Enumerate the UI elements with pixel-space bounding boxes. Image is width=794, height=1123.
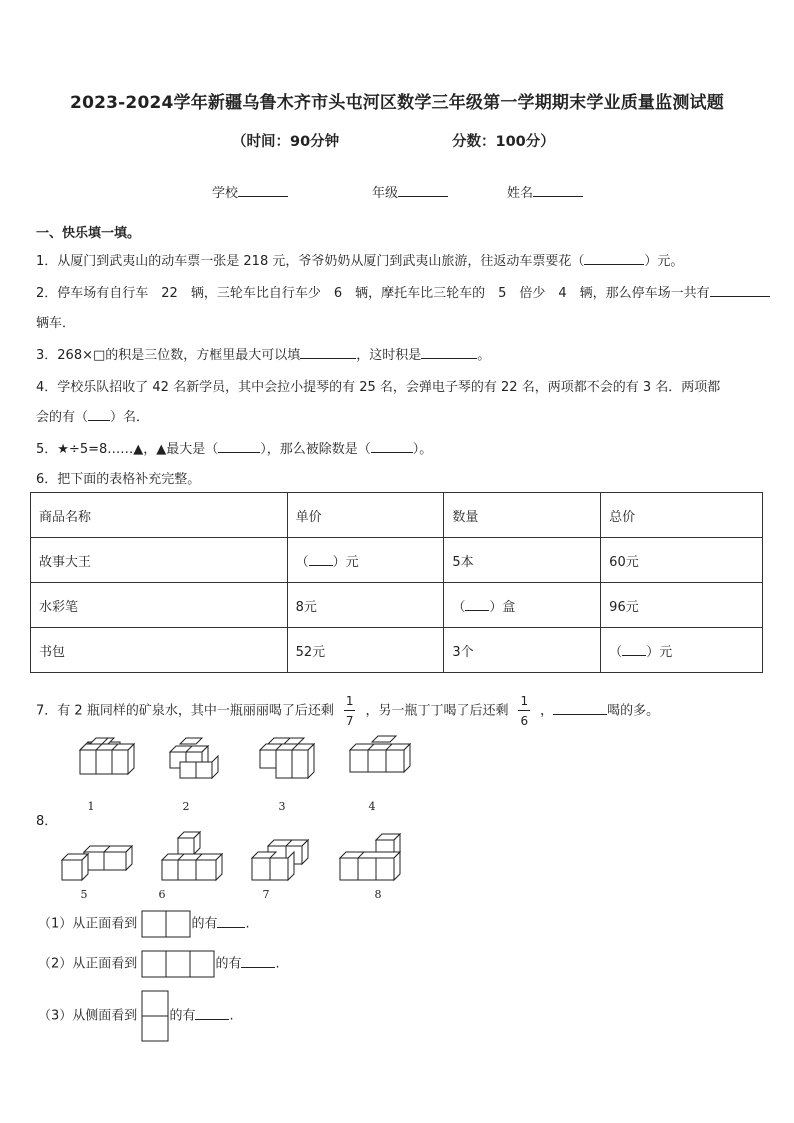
answer-blank[interactable] — [584, 250, 644, 265]
answer-blank[interactable] — [217, 913, 245, 928]
question-text: 从厦门到武夷山的动车票一张是 218 元，爷爷奶奶从厦门到武夷山旅游，往返动车票要花（ — [57, 254, 585, 269]
sub-question-3 — [38, 990, 234, 1042]
question-number: 7． — [36, 703, 58, 719]
exam-score: 分数：100分） — [452, 134, 555, 150]
question-number: 1． — [36, 254, 58, 269]
table-cell: 52元 — [287, 628, 444, 673]
answer-blank[interactable] — [195, 1005, 229, 1020]
question-text: 会的有（ — [36, 410, 89, 425]
sub-question-1 — [38, 910, 250, 938]
sub-question-2 — [38, 950, 280, 978]
table-header-cell: 单价 — [287, 493, 444, 538]
cube-figure-1 — [70, 734, 140, 784]
fraction-numerator: 1 — [518, 694, 530, 711]
answer-blank[interactable] — [622, 641, 646, 656]
table-cell — [287, 538, 444, 583]
table-cell: 96元 — [601, 583, 763, 628]
table-header-cell: 商品名称 — [31, 493, 288, 538]
name-field — [507, 182, 583, 201]
table-cell — [601, 628, 763, 673]
question-number: 3． — [36, 348, 58, 363]
table-header-cell: 数量 — [444, 493, 601, 538]
unit-text: ）盒 — [489, 599, 516, 615]
school-label: 学校 — [212, 186, 239, 201]
front-view-two-squares-icon — [141, 910, 191, 938]
question-text: 的有 — [169, 1008, 196, 1024]
sub-question-number: （3） — [38, 1008, 73, 1024]
question-5 — [36, 438, 432, 457]
unit-text: ）元 — [332, 554, 359, 570]
question-number: 6． — [36, 472, 58, 487]
answer-blank[interactable] — [553, 700, 607, 715]
fraction-denominator: 6 — [520, 714, 529, 728]
table-cell — [444, 583, 601, 628]
goods-table — [30, 492, 763, 673]
cube-figure-3 — [254, 734, 318, 784]
answer-blank-dividend[interactable] — [371, 438, 413, 453]
answer-blank[interactable] — [309, 551, 333, 566]
question-text-end: ）。 — [412, 442, 433, 457]
figure-label: 4 — [368, 800, 376, 813]
fraction-denominator: 7 — [345, 714, 354, 728]
question-text: 268×□的积是三位数，方框里最大可以填 — [57, 348, 301, 363]
cube-figure-6 — [156, 828, 226, 886]
answer-blank[interactable] — [465, 596, 489, 611]
figure-label: 3 — [278, 800, 286, 813]
table-cell: 故事大王 — [31, 538, 288, 583]
question-1 — [36, 250, 683, 269]
unit-text: ）元 — [646, 644, 673, 660]
question-text-end: . — [229, 1008, 234, 1024]
school-field — [212, 182, 288, 201]
answer-blank[interactable] — [710, 282, 770, 297]
sub-question-number: （2） — [38, 956, 73, 972]
table-cell: 5本 — [444, 538, 601, 583]
paren-open: （ — [452, 599, 466, 615]
question-text: 把下面的表格补充完整。 — [57, 472, 201, 487]
question-text-end: ）名． — [110, 410, 150, 425]
cube-figure-4 — [342, 734, 416, 784]
question-text: 有 2 瓶同样的矿泉水，其中一瓶丽丽喝了后还剩 — [57, 703, 334, 719]
question-text: 从正面看到 — [72, 916, 138, 932]
table-cell: 3个 — [444, 628, 601, 673]
question-text: 的有 — [215, 956, 242, 972]
name-blank[interactable] — [533, 182, 583, 197]
cube-figure-8 — [336, 832, 410, 886]
question-text-end: 。 — [477, 348, 491, 363]
question-text-end: . — [245, 916, 250, 932]
table-row — [31, 538, 763, 583]
grade-label: 年级 — [372, 186, 399, 201]
section-heading: 一、快乐填一填。 — [36, 226, 141, 241]
question-number: 5． — [36, 442, 58, 457]
table-header-cell: 总价 — [601, 493, 763, 538]
figure-label: 8 — [374, 888, 382, 901]
figure-label: 7 — [262, 888, 270, 901]
grade-field — [372, 182, 448, 201]
page-title: 2023-2024学年新疆乌鲁木齐市头屯河区数学三年级第一学期期末学业质量监测试题 — [70, 93, 724, 113]
question-text: 从正面看到 — [72, 956, 138, 972]
question-2 — [36, 282, 770, 301]
table-row — [31, 628, 763, 673]
answer-blank-digit[interactable] — [300, 344, 356, 359]
question-6 — [36, 468, 200, 487]
paren-open: （ — [609, 644, 623, 660]
question-text: ，另一瓶丁丁喝了后还剩 — [365, 703, 509, 719]
name-label: 姓名 — [507, 186, 534, 201]
cube-figure-2 — [164, 734, 224, 784]
answer-blank-product[interactable] — [421, 344, 477, 359]
figure-label: 5 — [80, 888, 88, 901]
question-text-end: ）元。 — [644, 254, 684, 269]
cube-figure-5 — [58, 842, 138, 886]
table-row — [31, 583, 763, 628]
table-cell: 水彩笔 — [31, 583, 288, 628]
answer-blank[interactable] — [241, 953, 275, 968]
side-view-stacked-squares-icon — [141, 990, 169, 1042]
question-number: 4． — [36, 380, 58, 395]
paren-open: （ — [295, 554, 309, 570]
question-text: 的有 — [191, 916, 218, 932]
question-text-end: . — [275, 956, 280, 972]
question-text: ， — [540, 703, 554, 719]
question-text: 停车场有自行车 22 辆，三轮车比自行车少 6 辆，摩托车比三轮车的 5 倍少 4 辆，那么停车场一共有 — [57, 286, 710, 301]
grade-blank[interactable] — [398, 182, 448, 197]
table-cell: 书包 — [31, 628, 288, 673]
question-text: 从侧面看到 — [72, 1008, 138, 1024]
fraction-one-seventh — [344, 694, 356, 728]
question-4-continued — [36, 406, 149, 425]
table-header-row — [31, 493, 763, 538]
fraction-numerator: 1 — [344, 694, 356, 711]
question-7 — [36, 694, 659, 728]
question-text: ★÷5=8……▲，▲最大是（ — [57, 442, 219, 457]
question-3 — [36, 344, 490, 363]
question-number: 2． — [36, 286, 58, 301]
figure-label: 1 — [87, 800, 95, 813]
question-2-continued: 辆车． — [36, 316, 76, 331]
figure-label: 6 — [158, 888, 166, 901]
question-text-end: 喝的多。 — [607, 703, 660, 719]
exam-time: （时间：90分钟 — [232, 134, 340, 150]
answer-blank[interactable] — [88, 406, 110, 421]
question-text: ，这时积是 — [356, 348, 422, 363]
question-text: 学校乐队招收了 42 名新学员，其中会拉小提琴的有 25 名，会弹电子琴的有 22 名，两项都不会的有 3 名．两项都 — [57, 380, 721, 395]
question-4 — [36, 376, 720, 395]
question-8-number: 8． — [36, 814, 58, 829]
cube-figure-7 — [246, 838, 316, 886]
sub-question-number: （1） — [38, 916, 73, 932]
question-text: ），那么被除数是（ — [260, 442, 371, 457]
fraction-one-sixth — [518, 694, 530, 728]
table-cell: 8元 — [287, 583, 444, 628]
table-cell: 60元 — [601, 538, 763, 583]
answer-blank-max[interactable] — [218, 438, 260, 453]
front-view-three-squares-icon — [141, 950, 215, 978]
school-blank[interactable] — [238, 182, 288, 197]
figure-label: 2 — [182, 800, 190, 813]
